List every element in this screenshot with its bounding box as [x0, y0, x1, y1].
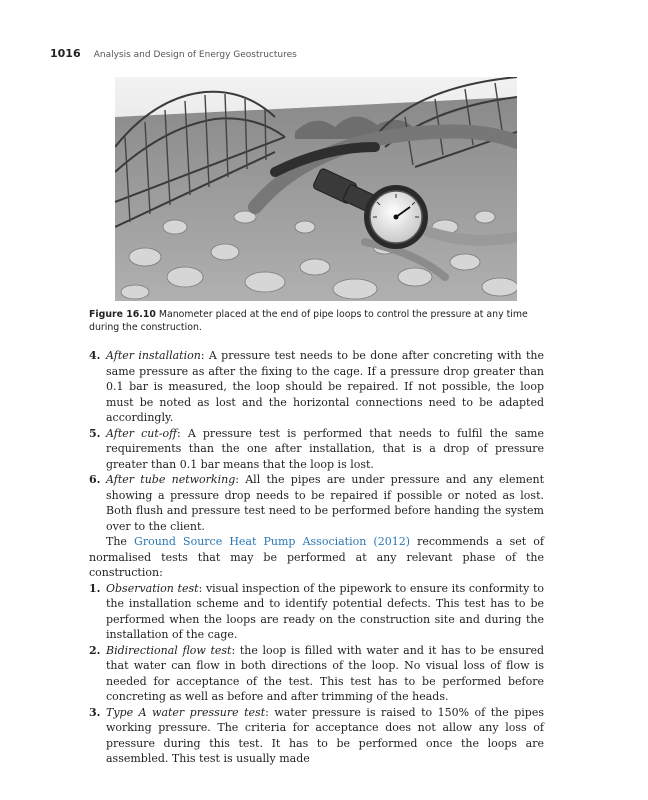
list-item-text: visual inspection of the pipework to ensure its conformity to the installation scheme and to identify potential defects. This test has to be performed when the loops are ready on the construction site and during the installation of the cage. — [106, 581, 545, 641]
paragraph-text-after: recommends a set of normalised tests that may be performed at any relevant phase of the construction: — [89, 535, 544, 579]
body-paragraph — [89, 534, 544, 581]
list-item-term: Bidirectional flow test — [106, 643, 232, 657]
list-item — [89, 581, 544, 643]
figure-photo-manometer — [115, 77, 517, 301]
running-head — [50, 42, 297, 61]
list-item-term: After installation — [106, 349, 201, 362]
body-text — [89, 348, 544, 767]
list-item-separator: : — [198, 581, 206, 595]
list-item-separator: : — [235, 473, 246, 486]
list-item-text: water pressure is raised to 150% of the pipes working pressure. The criteria for acceptance does not allow any loss of pressure during this test. It has to be performed once the loops are assembled. This test is usually made — [106, 705, 544, 765]
list-item-number: 1. — [89, 581, 101, 595]
list-item — [89, 705, 544, 767]
list-item-text: the loop is filled with water and it has to be ensured that water can flow in both directions of the loop. No visual loss of flow is needed for acceptance of the test. This test has to be performed before concreting as well as before and after trimming of the heads. — [106, 643, 545, 703]
paragraph-text-before: The — [106, 535, 135, 548]
normalised-tests-list — [89, 581, 544, 767]
list-item-separator: : — [231, 643, 240, 657]
page-number: 1016 — [50, 47, 81, 60]
list-item-separator: : — [200, 349, 209, 362]
list-item-number: 5. — [89, 426, 101, 440]
list-item-term: Type A water pressure test — [106, 705, 266, 719]
list-item-number: 4. — [89, 349, 101, 362]
list-item-separator: : — [176, 426, 188, 440]
figure-caption-text: Manometer placed at the end of pipe loops to control the pressure at any time during the construction. — [89, 309, 528, 333]
list-item-term: Observation test — [106, 581, 199, 595]
figure-label: Figure 16.10 — [89, 309, 156, 320]
figure-caption — [89, 308, 545, 334]
citation-link[interactable]: Ground Source Heat Pump Association (2012) — [134, 535, 411, 548]
running-title: Analysis and Design of Energy Geostructures — [93, 50, 297, 60]
list-item — [89, 472, 544, 534]
list-item-text: A pressure test is performed that needs to fulfil the same requirements than the one after installation, that is a drop of pressure greater than 0.1 bar means that the loop is lost. — [106, 426, 544, 471]
list-item — [89, 348, 544, 426]
list-item-term: After tube networking — [106, 473, 236, 486]
list-item — [89, 643, 544, 705]
test-list-continued — [89, 348, 544, 534]
list-item-number: 3. — [89, 705, 101, 719]
list-item-text: A pressure test needs to be done after concreting with the same pressure as after the fixing to the cage. If a pressure drop greater than 0.1 bar is measured, the loop should be repaired. If not possible, the loop must be noted as lost and the horizontal connections need to be adapted accordingly. — [106, 349, 544, 424]
list-item-number: 6. — [89, 473, 101, 486]
list-item — [89, 426, 544, 473]
list-item-number: 2. — [89, 643, 101, 657]
list-item-separator: : — [265, 705, 275, 719]
list-item-text: All the pipes are under pressure and any element showing a pressure drop needs to be repaired if possible or noted as lost. Both flush and pressure test need to be performed before handing the system over to the client. — [106, 473, 544, 533]
list-item-term: After cut-off — [106, 426, 177, 440]
